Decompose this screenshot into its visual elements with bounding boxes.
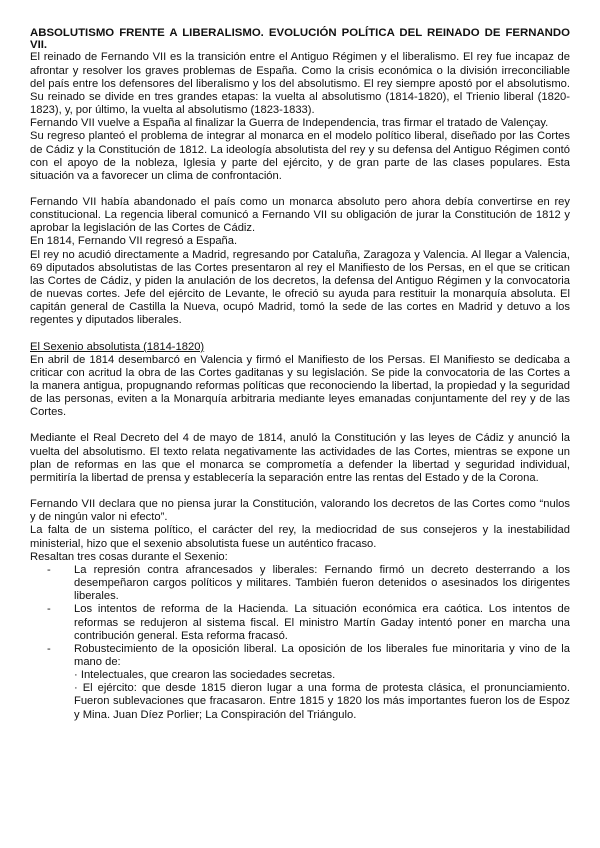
section-heading-sexenio: El Sexenio absolutista (1814-1820) (30, 340, 205, 353)
sub-item: · El ejército: que desde 1815 dieron lugar a una forma de protesta clásica, el pronunciamiento. Fueron sublevaciones que fracasaron. Entre 1815 y 1820 los más importantes fueron los de Espoz y Mina. Juan Díez Porlier; La Conspiración del Triángulo. (74, 682, 570, 721)
sexenio-list (30, 564, 570, 722)
return-paragraph-1: Fernando VII había abandonado el país como un monarca absoluto pero ahora debía convertirse en rey constitucional. La regencia liberal comunicó a Fernando VII su obligación de jurar la Constitución de 1812 y aprobar la legislación de las Cortes de Cádiz. (30, 195, 570, 235)
sexenio-paragraph-5: Resaltan tres cosas durante el Sexenio: (30, 550, 228, 563)
intro-paragraph-2: Fernando VII vuelve a España al finalizar la Guerra de Independencia, tras firmar el tratado de Valençay. (30, 117, 549, 130)
intro-paragraph-3: Su regreso planteó el problema de integrar al monarca en el modelo político liberal, diseñado por las Cortes de Cádiz y la Constitución de 1812. La ideología absolutista del rey y su defensa del Antiguo Régimen contó con el apoyo de la nobleza, Iglesia y parte del ejército, y de gran parte de las clases populares. Esta situación va a favorecer un clima de confrontación. (30, 130, 570, 182)
spacer (30, 485, 570, 498)
list-item-text: - Robustecimiento de la oposición liberal. La oposición de los liberales fue minoritaria y vino de la mano de: (74, 642, 570, 668)
spacer (30, 419, 570, 432)
list-item: - Los intentos de reforma de la Hacienda. La situación económica era caótica. Los intentos de reformas se redujeron al sistema fiscal. El ministro Martín Gaday intentó poner en marcha una contribución general. Esta reforma fracasó. (74, 603, 570, 642)
list-item (74, 643, 570, 722)
intro-paragraph-1: El reinado de Fernando VII es la transición entre el Antiguo Régimen y el liberalismo. El rey fue incapaz de afrontar y resolver los graves problemas de España. Como la crisis económica o la división irreconciliable del país entre los defensores del liberalismo y los del absolutismo. El rey siempre apostó por el absolutismo. Su reinado se divide en tres grandes etapas: la vuelta al absolutismo (1814-1820), el Trienio liberal (1820-1823), y, por último, la vuelta al absolutismo (1823-1833). (30, 51, 570, 117)
sexenio-paragraph-2: Mediante el Real Decreto del 4 de mayo de 1814, anuló la Constitución y las leyes de Cádiz y anunció la vuelta del absolutismo. El texto relata negativamente las actividades de las Cortes, mientras se expone un plan de reformas en las que el monarca se comprometía a defender la libertad y seguridad individual, permitiría la libertad de prensa y establecería la separación entre las rentas del Estado y de la Corona. (30, 432, 570, 484)
sub-item: · Intelectuales, que crearon las sociedades secretas. (74, 669, 336, 682)
sexenio-paragraph-3: Fernando VII declara que no piensa jurar la Constitución, valorando los decretos de las Cortes como “nulos y de ningún valor ni efecto”. (30, 498, 570, 524)
spacer (30, 328, 570, 341)
spacer (30, 183, 570, 196)
document-title: ABSOLUTISMO FRENTE A LIBERALISMO. EVOLUCIÓN POLÍTICA DEL REINADO DE FERNANDO VII. (30, 27, 570, 52)
return-paragraph-3: El rey no acudió directamente a Madrid, regresando por Cataluña, Zaragoza y Valencia. Al llegar a Valencia, 69 diputados absolutistas de las Cortes presentaron al rey el Manifiesto de los Persas, en el que se critican las Cortes de Cádiz, y piden la anulación de los decretos, la defensa del Antiguo Régimen y la convocatoria de nuevas cortes. Jefe del ejército de Levante, le ofreció su ayuda para restituir la monarquía absoluta. El capitán general de Castilla la Nueva, ocupó Madrid, tomó la sede de las cortes en Madrid y detuvo a los regentes y diputados liberales. (30, 248, 570, 327)
return-paragraph-2: En 1814, Fernando VII regresó a España. (30, 235, 238, 248)
list-item: - La represión contra afrancesados y liberales: Fernando firmó un decreto desterrando a los desempeñaron cargos políticos y militares. También fueron detenidos o asesinados los dirigentes liberales. (74, 564, 570, 603)
sexenio-paragraph-4: La falta de un sistema político, el carácter del rey, la mediocridad de sus consejeros y la inestabilidad ministerial, hizo que el sexenio absolutista fuese un auténtico fracaso. (30, 524, 570, 550)
sexenio-paragraph-1: En abril de 1814 desembarcó en Valencia y firmó el Manifiesto de los Persas. El Manifiesto se dedicaba a criticar con acritud la obra de las Cortes gaditanas y su legislación. Se pide la convocatoria de las Cortes a la manera antigua, propugnando reformas políticas que reconociendo la libertad, la propiedad y la seguridad de las personas, eviten a la Monarquía arbitraria mediante leyes emanadas conjuntamente del rey y de las Cortes. (30, 353, 570, 419)
